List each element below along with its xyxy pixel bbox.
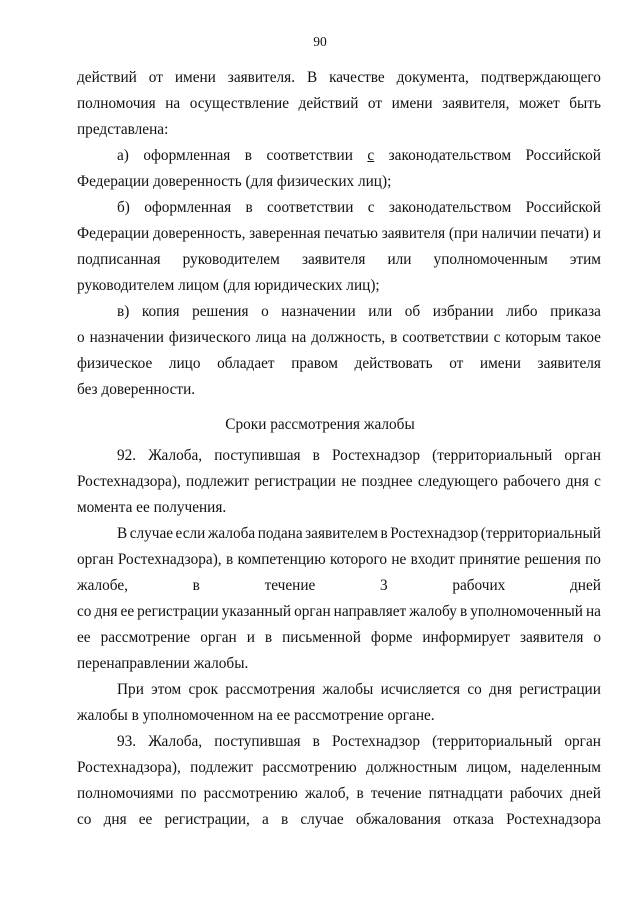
- word: отказа: [453, 811, 494, 828]
- word: оформленная: [144, 199, 232, 216]
- word: входит: [410, 551, 455, 568]
- word: назначении: [281, 303, 356, 320]
- word: жалобу: [409, 603, 457, 620]
- word: о: [261, 303, 269, 320]
- word: ее: [120, 603, 135, 620]
- word: принятие: [459, 551, 521, 568]
- word: орган: [77, 551, 114, 568]
- word: подтверждающего: [480, 69, 601, 86]
- word: рабочего: [503, 473, 561, 490]
- word: имени: [391, 95, 433, 112]
- text-line: [77, 758, 601, 778]
- word: исчисляется: [380, 681, 461, 698]
- text-line: [77, 94, 601, 114]
- word: заверенная: [249, 225, 321, 242]
- word: действовать: [354, 355, 433, 372]
- word: (при: [448, 225, 478, 242]
- word: компетенцию: [237, 551, 326, 568]
- word: копия: [141, 303, 180, 320]
- page-number: 90: [313, 34, 327, 49]
- text-line: [117, 198, 601, 218]
- text-line: жалобы в уполномоченном на ее рассмотрение органе.: [77, 707, 435, 724]
- word: поступившая: [214, 733, 301, 750]
- word: лица: [255, 329, 287, 346]
- word: орган: [564, 447, 601, 464]
- word: имени: [479, 355, 521, 372]
- word: обжалования: [355, 811, 441, 828]
- word: следующего: [417, 473, 498, 490]
- text-line: [117, 524, 601, 544]
- word: такое: [566, 329, 601, 346]
- word: доверенность,: [152, 225, 246, 242]
- word: имени: [174, 69, 216, 86]
- word: в: [192, 577, 200, 594]
- text-line: [77, 354, 601, 374]
- section-heading: Сроки рассмотрения жалобы: [225, 416, 415, 433]
- word: и: [246, 629, 255, 646]
- word: и: [592, 225, 601, 242]
- text-line: представлена:: [77, 121, 169, 138]
- word: направляет: [333, 603, 407, 620]
- word: Ростехнадзор: [331, 447, 421, 464]
- word: печати): [540, 225, 590, 242]
- word: (территориальный: [480, 525, 601, 542]
- word: поступившая: [214, 447, 301, 464]
- word: в: [225, 551, 234, 568]
- word: если: [175, 525, 206, 542]
- text-line: [77, 550, 601, 570]
- word: не: [391, 551, 407, 568]
- word: приказа: [550, 303, 601, 320]
- word: с: [367, 147, 375, 164]
- word: в: [280, 811, 289, 828]
- word: дня: [94, 603, 118, 620]
- word: со: [77, 811, 92, 828]
- word: Ростехнадзора),: [77, 473, 181, 490]
- text-line: [77, 68, 601, 88]
- word: рабочих: [509, 785, 563, 802]
- word: регистрации: [254, 473, 336, 490]
- word: дня: [103, 811, 127, 828]
- word: физическое: [77, 355, 153, 372]
- word: документа,: [396, 69, 469, 86]
- word: пятнадцати: [428, 785, 503, 802]
- word: действий: [298, 95, 359, 112]
- word: лицом,: [466, 759, 512, 776]
- word: или: [368, 303, 393, 320]
- text-line: [117, 446, 601, 466]
- word: При: [117, 681, 144, 698]
- text-line: без доверенности.: [77, 381, 196, 398]
- text-line: [117, 302, 601, 322]
- word: либо: [506, 303, 538, 320]
- word: б): [117, 199, 130, 216]
- word: дней: [570, 577, 601, 594]
- word: по: [180, 785, 197, 802]
- word: на: [291, 329, 307, 346]
- word: заявителя.: [227, 69, 296, 86]
- text-line: [77, 472, 601, 492]
- text-line: [77, 224, 601, 244]
- word: а: [262, 811, 269, 828]
- text-line: [77, 250, 601, 270]
- word: с: [367, 199, 375, 216]
- word: подписанная: [77, 251, 161, 268]
- word: срок: [188, 681, 219, 698]
- word: соответствии: [267, 199, 354, 216]
- text-line: руководителем лицом (для юридических лиц);: [77, 277, 380, 294]
- word: течение: [370, 785, 422, 802]
- text-line: [77, 628, 601, 648]
- word: дня: [565, 473, 589, 490]
- word: этом: [151, 681, 182, 698]
- word: случае: [300, 811, 344, 828]
- word: законодательством: [388, 199, 512, 216]
- word: назначении: [89, 329, 164, 346]
- word: форме: [370, 629, 413, 646]
- word: жалобы: [322, 681, 374, 698]
- word: жалоба: [207, 525, 256, 542]
- word: обладает: [217, 355, 275, 372]
- word: в: [459, 603, 468, 620]
- word: Жалоба,: [148, 447, 203, 464]
- word: должностным: [365, 759, 458, 776]
- word: осуществление: [189, 95, 290, 112]
- word: в: [380, 525, 388, 542]
- word: в: [390, 329, 398, 346]
- word: в: [312, 447, 320, 464]
- word: избрании: [432, 303, 494, 320]
- text-line: Федерации доверенность (для физических лиц);: [77, 173, 392, 190]
- text-line: [77, 602, 601, 622]
- word: 93.: [117, 733, 137, 750]
- text-line: [77, 810, 601, 830]
- word: соответствии: [266, 147, 353, 164]
- word: уполномоченным: [433, 251, 548, 268]
- word: заявителя,: [442, 95, 510, 112]
- word: решения: [192, 303, 249, 320]
- word: заявителя: [381, 225, 446, 242]
- word: подана: [257, 525, 303, 542]
- word: рассмотрению: [262, 759, 357, 776]
- word: которым: [505, 329, 562, 346]
- word: Ростехнадзора),: [117, 551, 222, 568]
- word: печатью: [324, 225, 378, 242]
- word: по: [585, 551, 601, 568]
- word: Российской: [525, 147, 601, 164]
- word: с: [493, 329, 501, 346]
- word: (территориальный: [432, 733, 553, 750]
- word: действий: [77, 69, 137, 86]
- word: рассмотрения: [225, 681, 316, 698]
- word: или: [387, 251, 412, 268]
- word: жалобе,: [77, 577, 128, 594]
- word: дней: [570, 785, 601, 802]
- word: руководителем: [182, 251, 280, 268]
- word: от: [367, 95, 383, 112]
- word: Ростехнадзора: [506, 811, 601, 828]
- word: письменной: [282, 629, 361, 646]
- word: уполномоченный: [470, 603, 583, 620]
- word: регистрации,: [164, 811, 250, 828]
- word: заявителя: [519, 629, 584, 646]
- word: подлежит: [190, 759, 254, 776]
- word: рабочих: [452, 577, 506, 594]
- word: не: [341, 473, 357, 490]
- word: с: [594, 473, 601, 490]
- text-line: [77, 576, 601, 596]
- word: об: [404, 303, 421, 320]
- word: в: [244, 147, 252, 164]
- word: (территориальный: [432, 447, 553, 464]
- word: течение: [264, 577, 316, 594]
- word: полномочиями: [77, 785, 174, 802]
- word: решения: [524, 551, 581, 568]
- word: Федерации: [77, 225, 150, 242]
- text-line: [77, 784, 601, 804]
- word: орган: [564, 733, 601, 750]
- text-line: [117, 680, 601, 700]
- word: соответствии: [402, 329, 489, 346]
- word: законодательством: [388, 147, 512, 164]
- word: от: [449, 355, 464, 372]
- word: Ростехнадзора),: [77, 759, 181, 776]
- word: на: [585, 603, 601, 620]
- word: в: [312, 733, 320, 750]
- word: наличии: [481, 225, 537, 242]
- word: Жалоба,: [148, 733, 203, 750]
- word: В: [306, 69, 318, 86]
- word: ее: [77, 629, 91, 646]
- word: дня: [489, 681, 513, 698]
- word: рассмотрение: [100, 629, 191, 646]
- text-line: перенаправлении жалобы.: [77, 655, 249, 672]
- word: орган: [200, 629, 237, 646]
- word: которого: [329, 551, 388, 568]
- word: со: [77, 603, 92, 620]
- word: полномочия: [77, 95, 156, 112]
- word: в): [117, 303, 130, 320]
- text-line: [117, 146, 601, 166]
- word: 92.: [117, 447, 137, 464]
- word: в: [264, 629, 273, 646]
- word: может: [518, 95, 560, 112]
- word: со: [467, 681, 482, 698]
- word: этим: [569, 251, 601, 268]
- word: качестве: [329, 69, 385, 86]
- word: физического: [168, 329, 251, 346]
- word: а): [117, 147, 129, 164]
- text-line: момента ее получения.: [77, 499, 227, 516]
- word: орган: [294, 603, 331, 620]
- word: рассмотрению: [203, 785, 298, 802]
- word: регистрации: [519, 681, 601, 698]
- word: Российской: [525, 199, 601, 216]
- word: информирует: [422, 629, 510, 646]
- word: позднее: [361, 473, 413, 490]
- word: должность,: [311, 329, 386, 346]
- word: заявителя: [301, 251, 366, 268]
- word: жалоб,: [304, 785, 350, 802]
- word: Ростехнадзор: [331, 733, 421, 750]
- word: указанный: [221, 603, 292, 620]
- word: подлежит: [186, 473, 250, 490]
- word: наделенным: [520, 759, 601, 776]
- word: в: [356, 785, 364, 802]
- text-line: [117, 732, 601, 752]
- word: в: [245, 199, 253, 216]
- word: лицо: [168, 355, 201, 372]
- word: случае: [129, 525, 174, 542]
- word: Ростехнадзор: [390, 525, 479, 542]
- word: В: [117, 525, 128, 542]
- word: 3: [379, 577, 388, 594]
- word: быть: [569, 95, 601, 112]
- text-line: [77, 328, 601, 348]
- word: регистрации: [137, 603, 219, 620]
- word: заявителем: [305, 525, 378, 542]
- word: от: [148, 69, 163, 86]
- word: заявителя: [537, 355, 601, 372]
- word: о: [593, 629, 601, 646]
- word: о: [77, 329, 85, 346]
- word: ее: [138, 811, 153, 828]
- word: правом: [291, 355, 338, 372]
- word: оформленная: [143, 147, 231, 164]
- word: на: [165, 95, 181, 112]
